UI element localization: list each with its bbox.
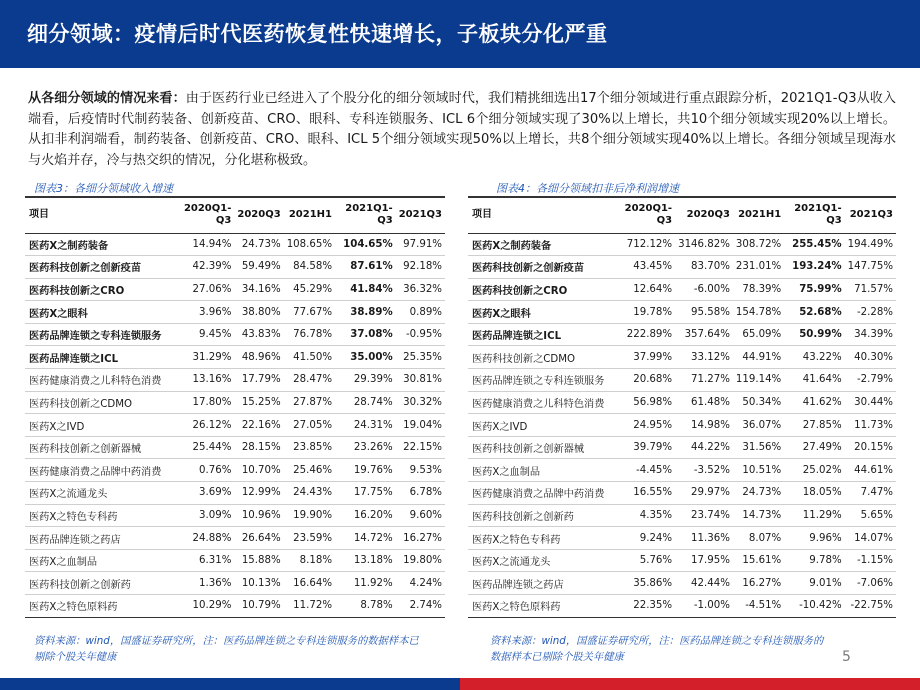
value-cell: 30.81%: [396, 369, 445, 392]
value-cell: 50.34%: [733, 391, 784, 414]
footer-bar: [0, 678, 920, 690]
value-cell: 71.57%: [845, 278, 896, 301]
value-cell: 16.55%: [616, 482, 675, 505]
row-label: 医药科技创新之CRO: [25, 278, 175, 301]
value-cell: 42.39%: [175, 256, 234, 279]
value-cell: 10.96%: [234, 504, 283, 527]
value-cell: 44.22%: [675, 436, 733, 459]
value-cell: 35.00%: [335, 346, 396, 369]
value-cell: 27.87%: [284, 391, 335, 414]
value-cell: 4.35%: [616, 504, 675, 527]
row-label: 医药X之流通龙头: [468, 549, 616, 572]
header-cell: 2021H1: [284, 197, 335, 233]
value-cell: 11.92%: [335, 572, 396, 595]
value-cell: 17.75%: [335, 482, 396, 505]
row-label: 医药健康消费之品牌中药消费: [468, 482, 616, 505]
table-row: [468, 436, 896, 459]
table-row: [468, 233, 896, 256]
value-cell: 16.64%: [284, 572, 335, 595]
table-row: [468, 572, 896, 595]
value-cell: 29.97%: [675, 482, 733, 505]
footer-red-stripe: [460, 678, 920, 690]
table-row: [25, 595, 445, 618]
value-cell: 28.74%: [335, 391, 396, 414]
value-cell: 15.88%: [234, 549, 283, 572]
value-cell: 19.80%: [396, 549, 445, 572]
value-cell: 9.01%: [784, 572, 844, 595]
row-label: 医药品牌连锁之药店: [25, 527, 175, 550]
value-cell: 14.73%: [733, 504, 784, 527]
value-cell: 29.39%: [335, 369, 396, 392]
value-cell: 34.39%: [845, 323, 896, 346]
value-cell: 5.76%: [616, 549, 675, 572]
value-cell: 36.07%: [733, 414, 784, 437]
table-row: [25, 233, 445, 256]
row-label: 医药X之特色原料药: [25, 595, 175, 618]
table-row: [25, 436, 445, 459]
value-cell: 11.73%: [845, 414, 896, 437]
value-cell: 10.29%: [175, 595, 234, 618]
table-row: [25, 414, 445, 437]
value-cell: 27.05%: [284, 414, 335, 437]
value-cell: 83.70%: [675, 256, 733, 279]
value-cell: 108.65%: [284, 233, 335, 256]
value-cell: 11.36%: [675, 527, 733, 550]
value-cell: 14.94%: [175, 233, 234, 256]
row-label: 医药科技创新之创新器械: [468, 436, 616, 459]
value-cell: 222.89%: [616, 323, 675, 346]
value-cell: 44.91%: [733, 346, 784, 369]
value-cell: 11.72%: [284, 595, 335, 618]
value-cell: 10.70%: [234, 459, 283, 482]
table-row: [468, 504, 896, 527]
intro-paragraph: [28, 89, 896, 171]
value-cell: 41.62%: [784, 391, 844, 414]
value-cell: 14.72%: [335, 527, 396, 550]
value-cell: 24.31%: [335, 414, 396, 437]
value-cell: 3.09%: [175, 504, 234, 527]
row-label: 医药品牌连锁之药店: [468, 572, 616, 595]
value-cell: 50.99%: [784, 323, 844, 346]
value-cell: 84.58%: [284, 256, 335, 279]
header-cell: 2020Q1-Q3: [175, 197, 234, 233]
value-cell: 12.64%: [616, 278, 675, 301]
value-cell: 308.72%: [733, 233, 784, 256]
value-cell: 48.96%: [234, 346, 283, 369]
value-cell: 9.45%: [175, 323, 234, 346]
value-cell: 712.12%: [616, 233, 675, 256]
value-cell: 8.78%: [335, 595, 396, 618]
value-cell: 30.44%: [845, 391, 896, 414]
table-header-row: [468, 197, 896, 233]
intro-body: 由于医药行业已经进入了个股分化的细分领域时代，我们精挑细选出17个细分领域进行重点跟踪分析，2021Q1-Q3从收入端看，后疫情时代制药装备、创新疫苗、CRO、眼科、专科连锁服务、ICL 6个细分领域实现了30%以上增长，共10个细分领域实现20%以上增长。从扣非利润端看，制药装备、创新疫苗、CRO、眼科、ICL 5个细分领域实现50%以上增长，共8个细分领域实现40%以上增长。各细分领域呈现海水与火焰并存，冷与热交织的情况，分化堪称极致。: [28, 91, 897, 168]
left-source-note: 资料来源：wind，国盛证券研究所，注：医药品牌连锁之专科连锁服务的数据样本已剔除个股关年健康: [34, 635, 419, 663]
value-cell: 10.13%: [234, 572, 283, 595]
value-cell: -10.42%: [784, 595, 844, 618]
value-cell: 87.61%: [335, 256, 396, 279]
value-cell: 357.64%: [675, 323, 733, 346]
revenue-growth-table: [25, 196, 445, 618]
value-cell: 35.86%: [616, 572, 675, 595]
value-cell: 16.27%: [396, 527, 445, 550]
row-label: 医药X之眼科: [25, 301, 175, 324]
value-cell: 23.74%: [675, 504, 733, 527]
value-cell: 95.58%: [675, 301, 733, 324]
row-label: 医药X之血制品: [25, 549, 175, 572]
value-cell: 15.25%: [234, 391, 283, 414]
row-label: 医药品牌连锁之专科连锁服务: [25, 323, 175, 346]
value-cell: 17.80%: [175, 391, 234, 414]
table-row: [25, 278, 445, 301]
value-cell: 97.91%: [396, 233, 445, 256]
header-cell: 2020Q1-Q3: [616, 197, 675, 233]
value-cell: 194.49%: [845, 233, 896, 256]
value-cell: 40.30%: [845, 346, 896, 369]
value-cell: 33.12%: [675, 346, 733, 369]
value-cell: 13.16%: [175, 369, 234, 392]
value-cell: 31.56%: [733, 436, 784, 459]
value-cell: 38.80%: [234, 301, 283, 324]
value-cell: 24.88%: [175, 527, 234, 550]
table-row: [468, 323, 896, 346]
row-label: 医药科技创新之创新疫苗: [25, 256, 175, 279]
value-cell: 19.04%: [396, 414, 445, 437]
page-title: 细分领域：疫情后时代医药恢复性快速增长，子板块分化严重: [27, 22, 608, 46]
table-row: [25, 504, 445, 527]
row-label: 医药科技创新之CDMO: [468, 346, 616, 369]
value-cell: 7.47%: [845, 482, 896, 505]
page-number: 5: [842, 649, 851, 665]
value-cell: 43.83%: [234, 323, 283, 346]
value-cell: 30.32%: [396, 391, 445, 414]
value-cell: 2.74%: [396, 595, 445, 618]
value-cell: 25.44%: [175, 436, 234, 459]
value-cell: 14.98%: [675, 414, 733, 437]
value-cell: 18.05%: [784, 482, 844, 505]
table-row: [468, 549, 896, 572]
value-cell: 11.29%: [784, 504, 844, 527]
value-cell: 10.79%: [234, 595, 283, 618]
value-cell: 39.79%: [616, 436, 675, 459]
value-cell: 19.90%: [284, 504, 335, 527]
value-cell: 31.29%: [175, 346, 234, 369]
row-label: 医药品牌连锁之专科连锁服务: [468, 369, 616, 392]
value-cell: 41.84%: [335, 278, 396, 301]
value-cell: 24.95%: [616, 414, 675, 437]
value-cell: 9.96%: [784, 527, 844, 550]
value-cell: 56.98%: [616, 391, 675, 414]
value-cell: 42.44%: [675, 572, 733, 595]
value-cell: 77.67%: [284, 301, 335, 324]
row-label: 医药X之制药装备: [25, 233, 175, 256]
table-row: [468, 346, 896, 369]
value-cell: 0.76%: [175, 459, 234, 482]
table-row: [468, 459, 896, 482]
value-cell: 27.85%: [784, 414, 844, 437]
value-cell: -4.51%: [733, 595, 784, 618]
table-row: [468, 256, 896, 279]
value-cell: 9.24%: [616, 527, 675, 550]
value-cell: 36.32%: [396, 278, 445, 301]
value-cell: 231.01%: [733, 256, 784, 279]
value-cell: 27.49%: [784, 436, 844, 459]
value-cell: 9.53%: [396, 459, 445, 482]
header-cell: 项目: [468, 197, 616, 233]
value-cell: 37.08%: [335, 323, 396, 346]
value-cell: 44.61%: [845, 459, 896, 482]
table-row: [468, 482, 896, 505]
value-cell: 9.78%: [784, 549, 844, 572]
row-label: 医药健康消费之儿科特色消费: [25, 369, 175, 392]
value-cell: 26.64%: [234, 527, 283, 550]
value-cell: 119.14%: [733, 369, 784, 392]
table-row: [25, 301, 445, 324]
row-label: 医药X之血制品: [468, 459, 616, 482]
value-cell: 92.18%: [396, 256, 445, 279]
table-row: [468, 301, 896, 324]
value-cell: 104.65%: [335, 233, 396, 256]
header-cell: 2021Q3: [845, 197, 896, 233]
header-cell: 2020Q3: [675, 197, 733, 233]
row-label: 医药科技创新之创新药: [468, 504, 616, 527]
value-cell: 65.09%: [733, 323, 784, 346]
row-label: 医药X之制药装备: [468, 233, 616, 256]
row-label: 医药X之流通龙头: [25, 482, 175, 505]
header-cell: 项目: [25, 197, 175, 233]
value-cell: 26.12%: [175, 414, 234, 437]
value-cell: 13.18%: [335, 549, 396, 572]
value-cell: 25.35%: [396, 346, 445, 369]
value-cell: 19.78%: [616, 301, 675, 324]
intro-lead: 从各细分领域的情况来看：: [28, 91, 186, 106]
table-row: [25, 391, 445, 414]
right-source-note: 资料来源：wind，国盛证券研究所，注：医药品牌连锁之专科连锁服务的数据样本已剔除个股关年健康: [490, 635, 824, 663]
value-cell: 23.26%: [335, 436, 396, 459]
row-label: 医药品牌连锁之ICL: [25, 346, 175, 369]
value-cell: 4.24%: [396, 572, 445, 595]
row-label: 医药科技创新之创新疫苗: [468, 256, 616, 279]
value-cell: 75.99%: [784, 278, 844, 301]
value-cell: 0.89%: [396, 301, 445, 324]
table-row: [25, 482, 445, 505]
value-cell: 1.36%: [175, 572, 234, 595]
value-cell: 3.96%: [175, 301, 234, 324]
value-cell: -1.00%: [675, 595, 733, 618]
table-header-row: [25, 197, 445, 233]
value-cell: -6.00%: [675, 278, 733, 301]
value-cell: 41.64%: [784, 369, 844, 392]
row-label: 医药科技创新之CRO: [468, 278, 616, 301]
header-cell: 2021Q1-Q3: [784, 197, 844, 233]
value-cell: 24.73%: [234, 233, 283, 256]
header-cell: 2021Q3: [396, 197, 445, 233]
value-cell: 193.24%: [784, 256, 844, 279]
value-cell: -0.95%: [396, 323, 445, 346]
value-cell: 3146.82%: [675, 233, 733, 256]
row-label: 医药科技创新之CDMO: [25, 391, 175, 414]
value-cell: 43.22%: [784, 346, 844, 369]
table-row: [25, 549, 445, 572]
row-label: 医药科技创新之创新器械: [25, 436, 175, 459]
value-cell: -1.15%: [845, 549, 896, 572]
value-cell: 17.95%: [675, 549, 733, 572]
value-cell: 6.31%: [175, 549, 234, 572]
value-cell: 22.16%: [234, 414, 283, 437]
value-cell: 78.39%: [733, 278, 784, 301]
value-cell: 22.15%: [396, 436, 445, 459]
value-cell: 6.78%: [396, 482, 445, 505]
row-label: 医药X之IVD: [25, 414, 175, 437]
value-cell: -4.45%: [616, 459, 675, 482]
value-cell: 22.35%: [616, 595, 675, 618]
value-cell: 16.20%: [335, 504, 396, 527]
value-cell: 52.68%: [784, 301, 844, 324]
value-cell: 38.89%: [335, 301, 396, 324]
value-cell: 9.60%: [396, 504, 445, 527]
header-cell: 2020Q3: [234, 197, 283, 233]
value-cell: 8.18%: [284, 549, 335, 572]
value-cell: 3.69%: [175, 482, 234, 505]
row-label: 医药品牌连锁之ICL: [468, 323, 616, 346]
value-cell: 59.49%: [234, 256, 283, 279]
value-cell: 24.73%: [733, 482, 784, 505]
table-row: [468, 527, 896, 550]
table-row: [468, 414, 896, 437]
table-row: [468, 278, 896, 301]
value-cell: 28.15%: [234, 436, 283, 459]
header-cell: 2021H1: [733, 197, 784, 233]
value-cell: -7.06%: [845, 572, 896, 595]
value-cell: -2.28%: [845, 301, 896, 324]
value-cell: 41.50%: [284, 346, 335, 369]
footer-blue-stripe: [0, 678, 460, 690]
value-cell: 20.15%: [845, 436, 896, 459]
row-label: 医药健康消费之品牌中药消费: [25, 459, 175, 482]
table-row: [25, 572, 445, 595]
table-row: [468, 595, 896, 618]
value-cell: 19.76%: [335, 459, 396, 482]
value-cell: -3.52%: [675, 459, 733, 482]
row-label: 医药健康消费之儿科特色消费: [468, 391, 616, 414]
value-cell: 28.47%: [284, 369, 335, 392]
table-row: [25, 527, 445, 550]
value-cell: 17.79%: [234, 369, 283, 392]
table-row: [468, 369, 896, 392]
value-cell: 15.61%: [733, 549, 784, 572]
value-cell: 10.51%: [733, 459, 784, 482]
table-row: [25, 459, 445, 482]
row-label: 医药X之IVD: [468, 414, 616, 437]
value-cell: 71.27%: [675, 369, 733, 392]
row-label: 医药X之特色专科药: [25, 504, 175, 527]
value-cell: 12.99%: [234, 482, 283, 505]
value-cell: 16.27%: [733, 572, 784, 595]
table-row: [25, 346, 445, 369]
value-cell: 25.02%: [784, 459, 844, 482]
row-label: 医药科技创新之创新药: [25, 572, 175, 595]
value-cell: 61.48%: [675, 391, 733, 414]
value-cell: 23.85%: [284, 436, 335, 459]
value-cell: 147.75%: [845, 256, 896, 279]
table-row: [25, 256, 445, 279]
row-label: 医药X之眼科: [468, 301, 616, 324]
table-row: [468, 391, 896, 414]
value-cell: 20.68%: [616, 369, 675, 392]
table-row: [25, 323, 445, 346]
value-cell: 154.78%: [733, 301, 784, 324]
value-cell: 27.06%: [175, 278, 234, 301]
value-cell: 37.99%: [616, 346, 675, 369]
header-cell: 2021Q1-Q3: [335, 197, 396, 233]
value-cell: -22.75%: [845, 595, 896, 618]
value-cell: 45.29%: [284, 278, 335, 301]
profit-growth-table: [468, 196, 896, 618]
value-cell: 23.59%: [284, 527, 335, 550]
value-cell: 8.07%: [733, 527, 784, 550]
value-cell: 43.45%: [616, 256, 675, 279]
value-cell: 76.78%: [284, 323, 335, 346]
right-table-caption: 图表4：各细分领域扣非后净利润增速: [496, 182, 679, 195]
left-table-caption: 图表3：各细分领域收入增速: [34, 182, 173, 195]
value-cell: 24.43%: [284, 482, 335, 505]
value-cell: -2.79%: [845, 369, 896, 392]
value-cell: 5.65%: [845, 504, 896, 527]
value-cell: 25.46%: [284, 459, 335, 482]
row-label: 医药X之特色专科药: [468, 527, 616, 550]
row-label: 医药X之特色原料药: [468, 595, 616, 618]
value-cell: 14.07%: [845, 527, 896, 550]
value-cell: 34.16%: [234, 278, 283, 301]
table-row: [25, 369, 445, 392]
value-cell: 255.45%: [784, 233, 844, 256]
